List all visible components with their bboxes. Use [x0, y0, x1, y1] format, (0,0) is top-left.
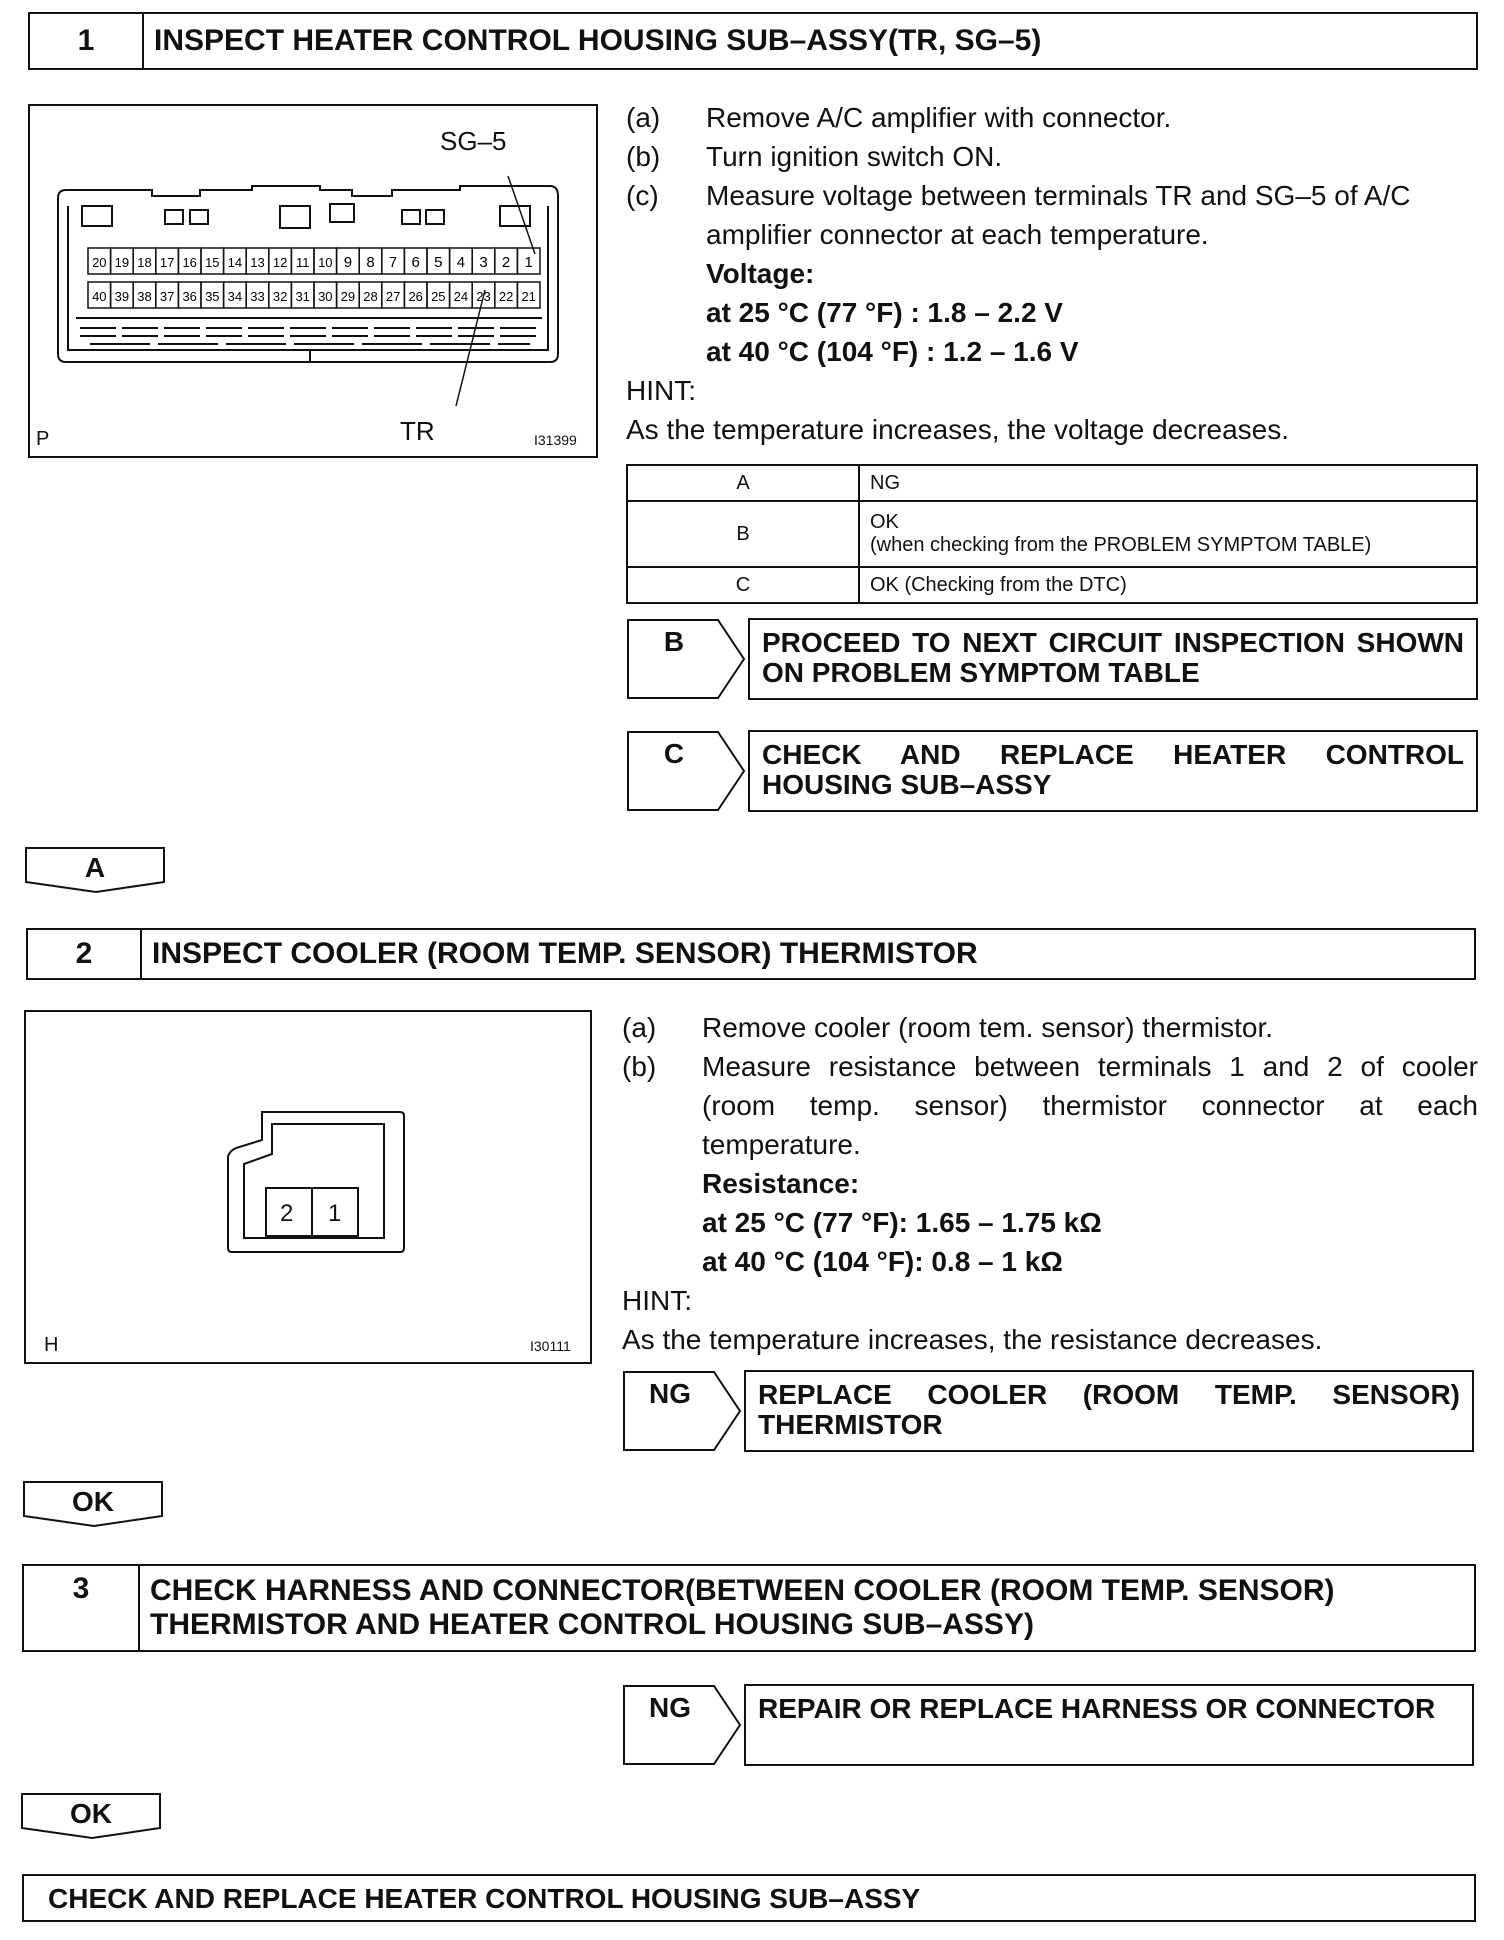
step-label: (b): [622, 1051, 657, 1082]
instruction-a: [622, 1008, 1478, 1047]
instruction-b: [622, 1047, 1478, 1164]
pin-number: 1: [524, 254, 533, 271]
pin-number: 19: [114, 255, 130, 270]
branch-action: CHECK AND REPLACE HEATER CONTROL HOUSING SUB–ASSY: [748, 730, 1478, 812]
step-text: Remove cooler (room tem. sensor) thermistor.: [702, 1012, 1274, 1043]
step-2-header: [26, 928, 1476, 980]
pin-number: 37: [159, 289, 175, 304]
step-text: Remove A/C amplifier with connector.: [706, 102, 1172, 133]
step-label: (c): [626, 180, 659, 211]
branch-ng-step-2[interactable]: [622, 1370, 1474, 1452]
step-2-number: 2: [28, 930, 142, 978]
pin-number: 8: [366, 254, 375, 271]
result-table: [626, 464, 1478, 604]
branch-action: PROCEED TO NEXT CIRCUIT INSPECTION SHOWN ON PROBLEM SYMPTOM TABLE: [748, 618, 1478, 700]
flow-tab-a[interactable]: [24, 846, 166, 894]
pin-label: 1: [328, 1200, 342, 1227]
pin-number: 5: [434, 254, 443, 271]
result-code: A: [627, 465, 859, 501]
pin-number: 31: [295, 289, 310, 304]
pin-number: 21: [521, 289, 536, 304]
spec-title: Resistance:: [702, 1168, 860, 1199]
final-action-text: CHECK AND REPLACE HEATER CONTROL HOUSING SUB–ASSY: [48, 1883, 921, 1914]
pin-number: 20: [92, 255, 107, 270]
spec-title: Voltage:: [706, 258, 815, 289]
branch-action: REPLACE COOLER (ROOM TEMP. SENSOR) THERMISTOR: [744, 1370, 1474, 1452]
pin-number: 23: [476, 289, 491, 304]
connector-pin-rows: [88, 248, 540, 308]
pin-number: 29: [340, 289, 356, 304]
branch-action: REPAIR OR REPLACE HARNESS OR CONNECTOR: [744, 1684, 1474, 1766]
step-label: (a): [622, 1012, 657, 1043]
hint-label: HINT:: [622, 1285, 692, 1316]
pin-number: 7: [388, 254, 398, 271]
table-row: [627, 567, 1477, 603]
result-note: (when checking from the PROBLEM SYMPTOM TABLE): [870, 534, 1372, 556]
hint-text: As the temperature increases, the resistance decreases.: [622, 1324, 1323, 1355]
instruction-c: [626, 176, 1482, 254]
instruction-a: [626, 98, 1482, 137]
pin-number: 22: [498, 289, 514, 304]
pin-number: 34: [227, 289, 243, 304]
pin-number: 16: [182, 255, 197, 270]
step-label: (a): [626, 102, 661, 133]
pin-number: 12: [272, 255, 288, 270]
step-label: (b): [626, 141, 661, 172]
instruction-b: [626, 137, 1482, 176]
pin-number: 27: [385, 289, 401, 304]
branch-code: NG: [649, 1378, 691, 1409]
branch-code: C: [663, 738, 685, 769]
step-1-figure-id: I31399: [534, 432, 577, 448]
branch-arrow: [626, 618, 746, 698]
step-text: Measure voltage between terminals TR and SG–5 of A/C amplifier connector at each temperature.: [706, 180, 1411, 250]
thermistor-connector-diagram: [26, 1012, 590, 1362]
pin-number: 18: [137, 255, 152, 270]
branch-b[interactable]: [626, 618, 1478, 700]
step-3-title: CHECK HARNESS AND CONNECTOR(BETWEEN COOLER (ROOM TEMP. SENSOR) THERMISTOR AND HEATER CONTROL HOUSING SUB–ASSY): [150, 1574, 1335, 1641]
flow-tab-ok-step-3[interactable]: [20, 1792, 162, 1840]
spec-line: at 40 °C (104 °F) : 1.2 – 1.6 V: [706, 336, 1079, 367]
hint-text: As the temperature increases, the voltage decreases.: [626, 414, 1290, 445]
pin-number: 13: [250, 255, 265, 270]
pin-number: 28: [363, 289, 378, 304]
result-text: NG: [859, 465, 1477, 501]
step-1-figure-bottom-label: TR: [400, 416, 435, 446]
pin-number: 6: [411, 254, 420, 271]
branch-code: NG: [649, 1692, 691, 1723]
table-row: [627, 465, 1477, 501]
branch-c[interactable]: [626, 730, 1478, 812]
step-2-figure-id: I30111: [530, 1338, 571, 1354]
pin-number: 26: [408, 289, 423, 304]
step-2-title: INSPECT COOLER (ROOM TEMP. SENSOR) THERMISTOR: [152, 937, 978, 970]
pin-number: 36: [182, 289, 197, 304]
pin-number: 40: [92, 289, 107, 304]
step-text: Measure resistance between terminals 1 and 2 of cooler (room temp. sensor) thermistor connector at each temperature.: [702, 1051, 1478, 1160]
pin-number: 11: [295, 255, 310, 270]
step-1-instructions: [626, 98, 1482, 449]
result-text: OK (Checking from the DTC): [859, 567, 1477, 603]
flow-tab-label: OK: [70, 1798, 112, 1829]
step-1-connector-figure: [28, 104, 598, 458]
pin-number: 15: [205, 255, 220, 270]
hint-label: HINT:: [626, 375, 696, 406]
step-3-header: [22, 1564, 1476, 1652]
pin-number: 30: [318, 289, 333, 304]
step-1-figure-corner-letter: P: [36, 428, 50, 450]
step-text: Turn ignition switch ON.: [706, 141, 1003, 172]
pin-number: 2: [501, 254, 511, 271]
pin-number: 24: [453, 289, 469, 304]
step-2-figure-corner-letter: H: [44, 1334, 59, 1356]
pin-number: 9: [343, 254, 353, 271]
pin-number: 17: [159, 255, 175, 270]
branch-ng-step-3[interactable]: [622, 1684, 1474, 1766]
connector-diagram: [30, 106, 596, 456]
result-code: C: [627, 567, 859, 603]
pin-number: 3: [479, 254, 488, 271]
pin-number: 14: [227, 255, 243, 270]
step-2-connector-figure: [24, 1010, 592, 1364]
pin-number: 4: [456, 254, 466, 271]
branch-arrow: [622, 1370, 742, 1450]
step-2-instructions: [622, 1008, 1478, 1359]
result-text: OK: [870, 511, 899, 533]
branch-arrow: [626, 730, 746, 810]
final-action-box: [22, 1874, 1476, 1922]
spec-line: at 40 °C (104 °F): 0.8 – 1 kΩ: [702, 1246, 1063, 1277]
step-1-header: [28, 12, 1478, 70]
branch-code: B: [663, 626, 685, 657]
result-code: B: [627, 501, 859, 567]
pin-number: 25: [431, 289, 446, 304]
flow-tab-label: OK: [72, 1486, 114, 1517]
step-3-number: 3: [24, 1566, 140, 1650]
spec-line: at 25 °C (77 °F): 1.65 – 1.75 kΩ: [702, 1207, 1102, 1238]
step-1-title: INSPECT HEATER CONTROL HOUSING SUB–ASSY(TR, SG–5): [154, 24, 1042, 57]
pin-label: 2: [280, 1200, 294, 1227]
pin-number: 32: [272, 289, 288, 304]
branch-arrow: [622, 1684, 742, 1764]
step-1-figure-top-label: SG–5: [440, 126, 507, 156]
pin-number: 39: [114, 289, 130, 304]
pin-number: 10: [318, 255, 333, 270]
result-cell: [859, 501, 1477, 567]
spec-line: at 25 °C (77 °F) : 1.8 – 2.2 V: [706, 297, 1063, 328]
flow-tab-ok-step-2[interactable]: [22, 1480, 164, 1528]
pin-number: 38: [137, 289, 152, 304]
flow-tab-label: A: [84, 852, 106, 883]
step-1-number: 1: [30, 14, 144, 68]
table-row: [627, 501, 1477, 567]
pin-number: 33: [250, 289, 265, 304]
pin-number: 35: [205, 289, 220, 304]
